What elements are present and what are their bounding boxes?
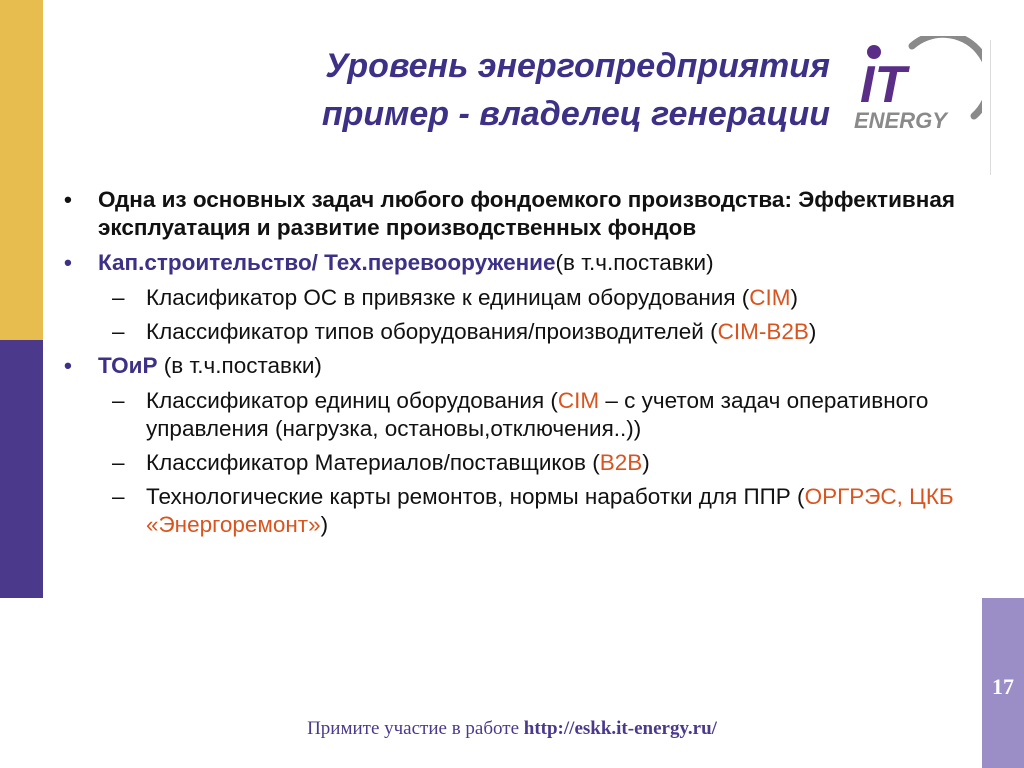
sub-2-2-post: ): [808, 319, 817, 344]
logo-ring: [912, 36, 982, 116]
it-energy-logo: [852, 36, 982, 136]
title-line-1: Уровень энергопредприятия: [325, 47, 830, 85]
sub-3-1-highlight: CIM: [557, 388, 600, 413]
sub-2-1-highlight: CIM: [749, 285, 791, 310]
page-number: 17: [992, 674, 1014, 699]
dash-marker: –: [112, 484, 125, 509]
logo-text-it: IT: [860, 56, 907, 114]
dash-marker: –: [112, 285, 125, 310]
bullet-2-heading: Кап.строительство/ Тех.перевооружение: [98, 250, 556, 275]
sub-3-2-post: ): [642, 450, 650, 475]
bullet-3-tail: (в т.ч.поставки): [157, 353, 322, 378]
sub-2-1-post: ): [790, 285, 798, 310]
sub-item-2-2: [60, 318, 960, 346]
sub-3-1-post: – с учетом задач оперативного управления (нагрузка, остановы,отключения..)): [146, 388, 929, 441]
slide-body: [60, 186, 960, 545]
footer-link[interactable]: http://eskk.it-energy.ru/: [523, 718, 717, 739]
bullet-item-3: [60, 352, 960, 380]
bullet-marker: •: [64, 250, 72, 275]
bullet-marker: •: [64, 187, 72, 212]
bullet-3-heading: ТОиР: [98, 353, 158, 378]
page-number-block: [982, 598, 1024, 768]
bullet-1-text: Одна из основных задач любого фондоемкого производства: Эффективная эксплуатация и развитие производственных фондов: [98, 187, 955, 240]
sub-2-1-pre: Класификатор ОС в привязке к единицам оборудования (: [146, 285, 750, 310]
sub-3-1-pre: Классификатор единиц оборудования (: [146, 388, 558, 413]
sub-item-2-1: [60, 284, 960, 312]
sub-3-2-highlight: B2B: [599, 450, 643, 475]
sub-3-2-pre: Классификатор Материалов/поставщиков (: [146, 450, 600, 475]
bullet-item-1: [60, 186, 960, 242]
dash-marker: –: [112, 450, 125, 475]
logo-text-energy: ENERGY: [854, 108, 947, 133]
bullet-2-tail: (в т.ч.поставки): [555, 250, 714, 275]
left-accent-bar-purple: [0, 340, 43, 598]
sub-2-2-highlight: CIM-B2B: [717, 319, 809, 344]
slide-title: [60, 42, 830, 138]
sub-item-3-3: [60, 483, 960, 539]
dash-marker: –: [112, 319, 125, 344]
footer-text: Примите участие в работе: [307, 718, 524, 739]
title-line-2: пример - владелец генерации: [321, 95, 830, 133]
bullet-item-2: [60, 249, 960, 277]
logo-divider: [990, 40, 991, 175]
bullet-marker: •: [64, 353, 72, 378]
sub-3-3-highlight: ОРГРЭС, ЦКБ «Энергоремонт»: [146, 484, 954, 537]
slide-footer: [0, 718, 1024, 740]
sub-2-2-pre: Классификатор типов оборудования/производителей (: [146, 319, 718, 344]
sub-item-3-2: [60, 449, 960, 477]
dash-marker: –: [112, 388, 125, 413]
left-accent-bar-gold: [0, 0, 43, 340]
sub-3-3-pre: Технологические карты ремонтов, нормы наработки для ППР (: [146, 484, 805, 509]
sub-3-3-post: ): [320, 512, 329, 537]
sub-item-3-1: [60, 387, 960, 443]
